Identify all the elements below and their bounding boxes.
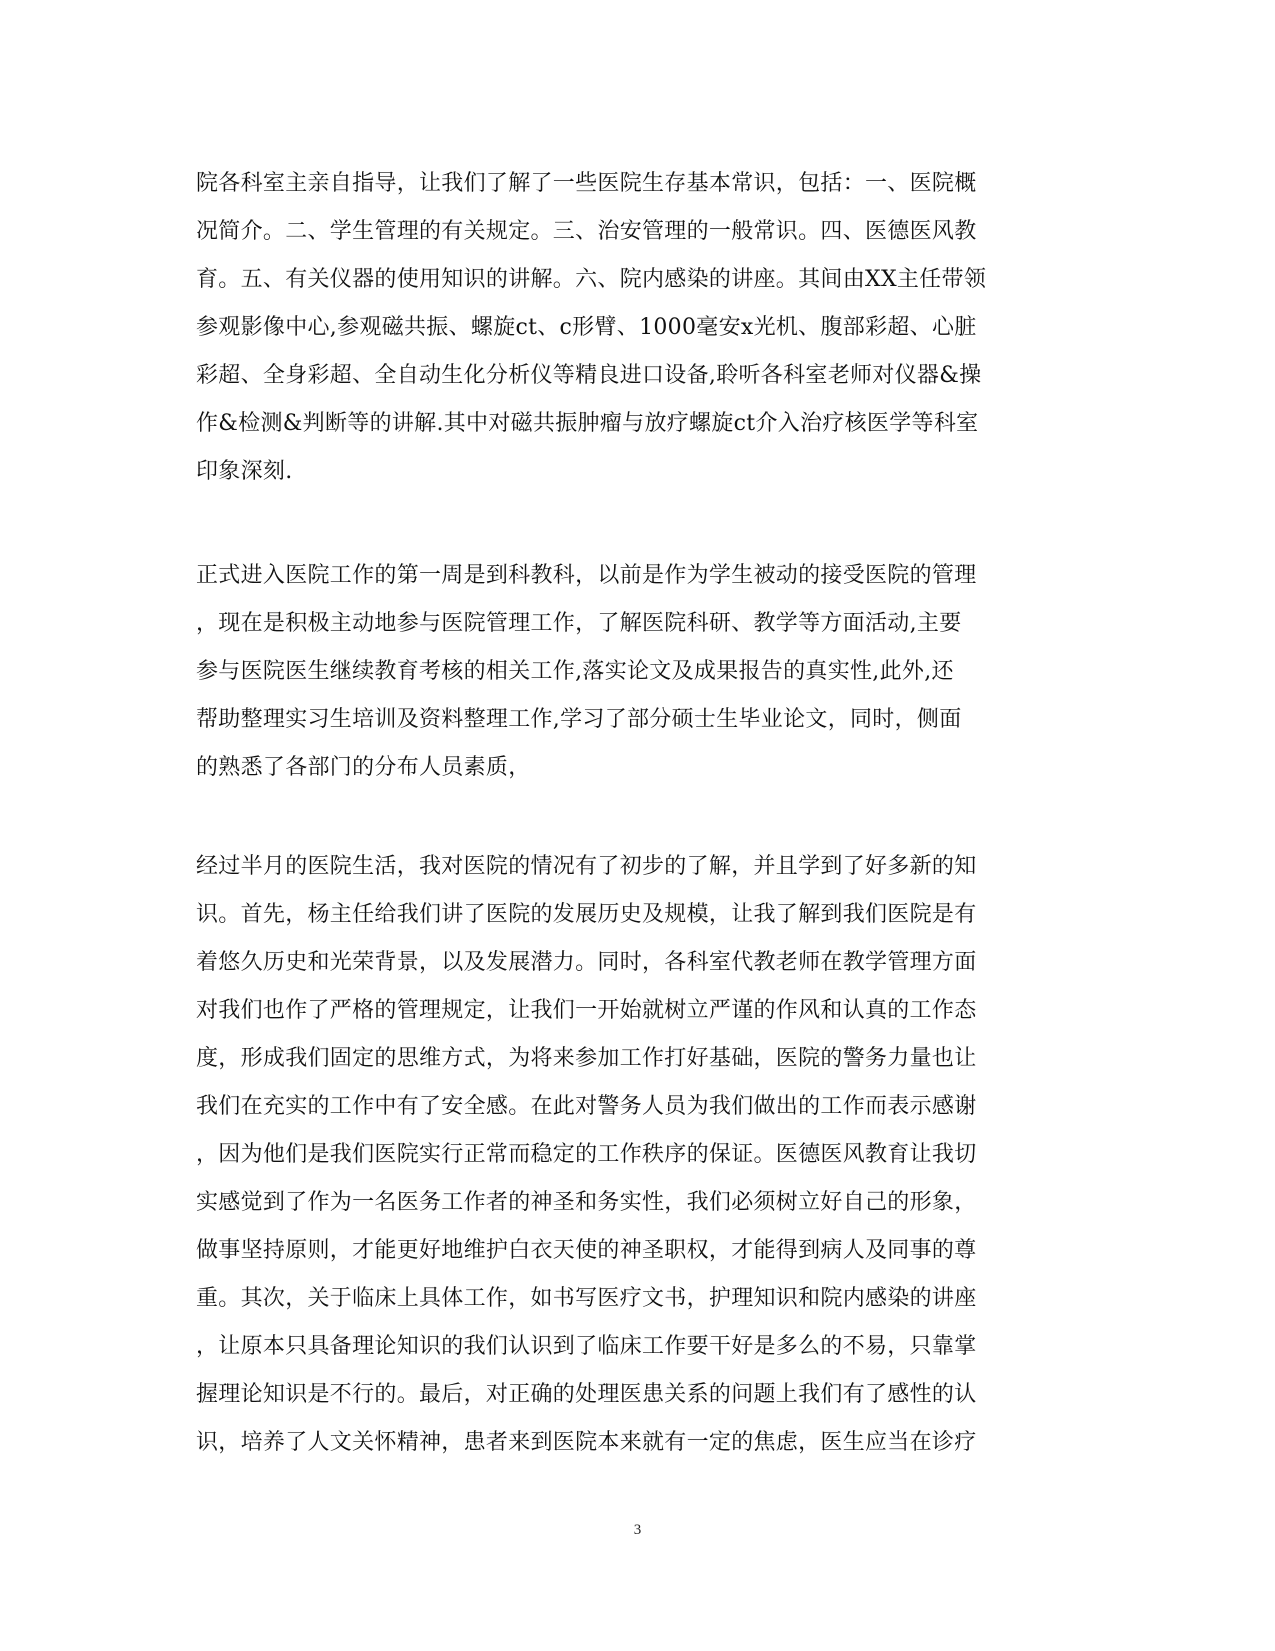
text-line: 度，形成我们固定的思维方式，为将来参加工作打好基础，医院的警务力量也让 [196,1046,977,1071]
text-line: 识，培养了人文关怀精神，患者来到医院本来就有一定的焦虑，医生应当在诊疗 [196,1430,977,1455]
paragraph-orientation [196,160,1076,496]
text-line: 作&检测&判断等的讲解.其中对磁共振肿瘤与放疗螺旋ct介入治疗核医学等科室 [196,411,979,436]
text-line: 着悠久历史和光荣背景，以及发展潜力。同时，各科室代教老师在教学管理方面 [196,950,977,975]
text-line: 做事坚持原则，才能更好地维护白衣天使的神圣职权，才能得到病人及同事的尊 [196,1238,977,1263]
text-line: 对我们也作了严格的管理规定，让我们一开始就树立严谨的作风和认真的工作态 [196,998,977,1023]
text-line: ，因为他们是我们医院实行正常而稳定的工作秩序的保证。医德医风教育让我切 [196,1142,977,1167]
text-line: 院各科室主亲自指导，让我们了解了一些医院生存基本常识，包括：一、医院概 [196,171,977,196]
text-line: ，让原本只具备理论知识的我们认识到了临床工作要干好是多么的不易，只靠掌 [196,1334,977,1359]
text-line: 握理论知识是不行的。最后，对正确的处理医患关系的问题上我们有了感性的认 [196,1382,977,1407]
paragraph-half-month [196,843,1076,1467]
text-line: 育。五、有关仪器的使用知识的讲解。六、院内感染的讲座。其间由XX主任带领 [196,267,987,292]
text-line: 印象深刻. [196,459,293,484]
text-line: 识。首先，杨主任给我们讲了医院的发展历史及规模，让我了解到我们医院是有 [196,902,977,927]
text-line: 经过半月的医院生活，我对医院的情况有了初步的了解，并且学到了好多新的知 [196,854,977,879]
text-line: 的熟悉了各部门的分布人员素质， [196,755,531,780]
page-number: 3 [633,1522,642,1538]
text-line: 况简介。二、学生管理的有关规定。三、治安管理的一般常识。四、医德医风教 [196,219,977,244]
text-line: 参观影像中心,参观磁共振、螺旋ct、c形臂、1000毫安x光机、腹部彩超、心脏 [196,315,977,340]
text-line: 我们在充实的工作中有了安全感。在此对警务人员为我们做出的工作而表示感谢 [196,1094,977,1119]
text-line: 正式进入医院工作的第一周是到科教科，以前是作为学生被动的接受医院的管理 [196,563,977,588]
paragraph-first-week [196,552,1076,792]
text-line: 实感觉到了作为一名医务工作者的神圣和务实性，我们必须树立好自己的形象， [196,1190,977,1215]
text-line: 参与医院医生继续教育考核的相关工作,落实论文及成果报告的真实性,此外,还 [196,659,954,684]
text-line: 帮助整理实习生培训及资料整理工作,学习了部分硕士生毕业论文，同时，侧面 [196,707,962,732]
text-line: ，现在是积极主动地参与医院管理工作，了解医院科研、教学等方面活动,主要 [196,611,962,636]
text-line: 重。其次，关于临床上具体工作，如书写医疗文书，护理知识和院内感染的讲座 [196,1286,977,1311]
text-line: 彩超、全身彩超、全自动生化分析仪等精良进口设备,聆听各科室老师对仪器&操 [196,363,982,388]
